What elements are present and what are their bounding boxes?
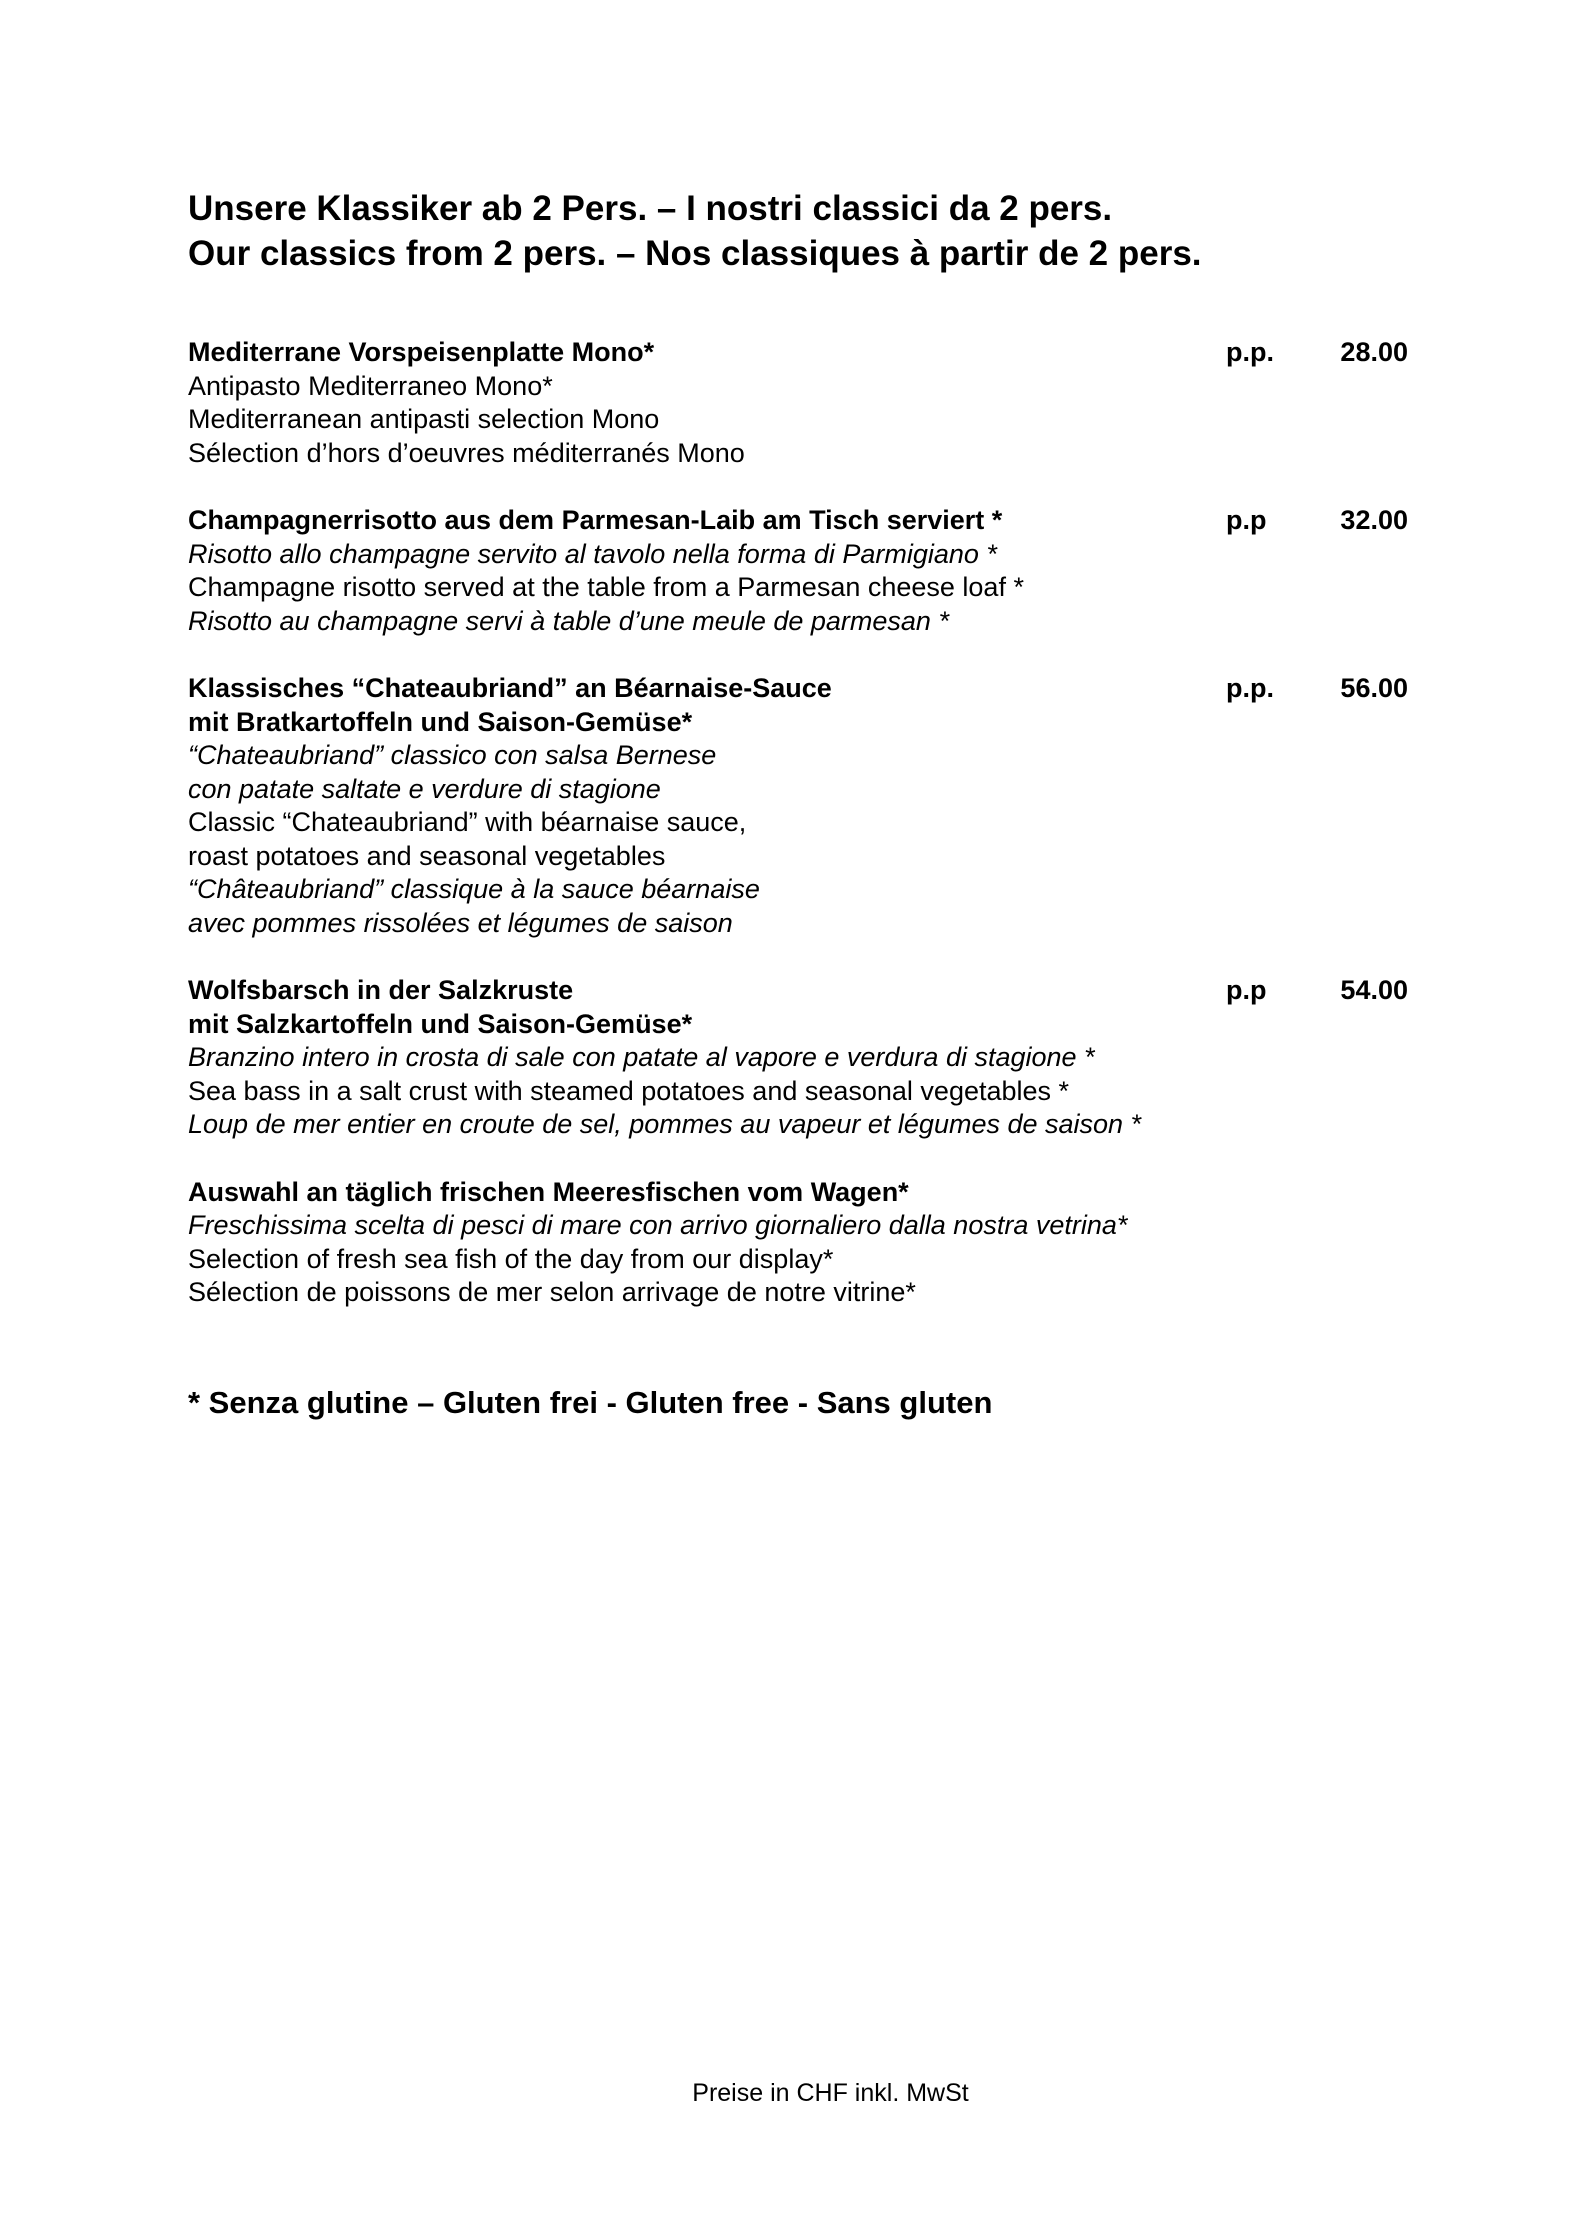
dish-translation-it: Freschissima scelta di pesci di mare con arrivo giornaliero dalla nostra vetrina* (188, 1210, 1128, 1240)
dish-translation-en: Champagne risotto served at the table from a Parmesan cheese loaf * (188, 572, 1024, 602)
gluten-free-note: * Senza glutine – Gluten frei - Gluten free - Sans gluten (188, 1385, 993, 1420)
menu-item (188, 1176, 1408, 1310)
heading-line-1: Unsere Klassiker ab 2 Pers. – I nostri classici da 2 pers. (188, 189, 1113, 228)
price-footer-note: Preise in CHF inkl. MwSt (692, 2079, 969, 2107)
dish-title: Wolfsbarsch in der Salzkruste (188, 975, 574, 1005)
price-unit: p.p (1226, 975, 1267, 1005)
menu-item (188, 672, 1408, 940)
dish-translation-en: Classic “Chateaubriand” with béarnaise sauce, (188, 807, 747, 837)
dish-translation-it-continued: con patate saltate e verdure di stagione (188, 773, 661, 804)
dish-translation-fr: Loup de mer entier en croute de sel, pommes au vapeur et légumes de saison * (188, 1109, 1142, 1139)
dish-title: Champagnerrisotto aus dem Parmesan-Laib am Tisch serviert * (188, 505, 1003, 535)
dish-translation-fr: Risotto au champagne servi à table d’une meule de parmesan * (188, 605, 949, 636)
menu-list (188, 336, 1408, 1344)
dish-title: Klassisches “Chateaubriand” an Béarnaise-Sauce (188, 673, 832, 703)
menu-item (188, 974, 1408, 1142)
dish-translation-fr: “Châteaubriand” classique à la sauce béarnaise (188, 874, 760, 904)
dish-translation-fr: Sélection de poissons de mer selon arrivage de notre vitrine* (188, 1277, 916, 1307)
price-amount: 28.00 (1340, 337, 1408, 367)
price-unit: p.p. (1226, 337, 1274, 367)
dish-title-continued: mit Bratkartoffeln und Saison-Gemüse* (188, 706, 693, 737)
dish-translation-fr: Sélection d’hors d’oeuvres méditerranés Mono (188, 437, 745, 468)
dish-translation-en: Sea bass in a salt crust with steamed potatoes and seasonal vegetables * (188, 1075, 1070, 1106)
dish-translation-en: Selection of fresh sea fish of the day from our display* (188, 1243, 834, 1274)
dish-translation-it: Risotto allo champagne servito al tavolo nella forma di Parmigiano * (188, 538, 997, 569)
dish-translation-fr-continued: avec pommes rissolées et légumes de saison (188, 907, 733, 938)
dish-title: Auswahl an täglich frischen Meeresfischen vom Wagen* (188, 1176, 909, 1207)
heading-line-2: Our classics from 2 pers. – Nos classiques à partir de 2 pers. (188, 234, 1202, 273)
dish-translation-en-continued: roast potatoes and seasonal vegetables (188, 840, 666, 871)
price-amount: 56.00 (1340, 673, 1408, 703)
dish-title-continued: mit Salzkartoffeln und Saison-Gemüse* (188, 1008, 693, 1039)
menu-item (188, 504, 1408, 638)
price-unit: p.p. (1226, 673, 1274, 703)
menu-item (188, 336, 1408, 470)
dish-translation-it: Branzino intero in crosta di sale con patate al vapore e verdura di stagione * (188, 1042, 1095, 1072)
dish-translation-it: “Chateaubriand” classico con salsa Bernese (188, 740, 717, 770)
price-unit: p.p (1226, 505, 1267, 535)
price-amount: 32.00 (1340, 505, 1408, 535)
dish-translation-it: Antipasto Mediterraneo Mono* (188, 370, 553, 401)
dish-title: Mediterrane Vorspeisenplatte Mono* (188, 337, 655, 367)
dish-translation-en: Mediterranean antipasti selection Mono (188, 404, 660, 434)
page-heading (188, 186, 1202, 276)
price-amount: 54.00 (1340, 975, 1408, 1005)
